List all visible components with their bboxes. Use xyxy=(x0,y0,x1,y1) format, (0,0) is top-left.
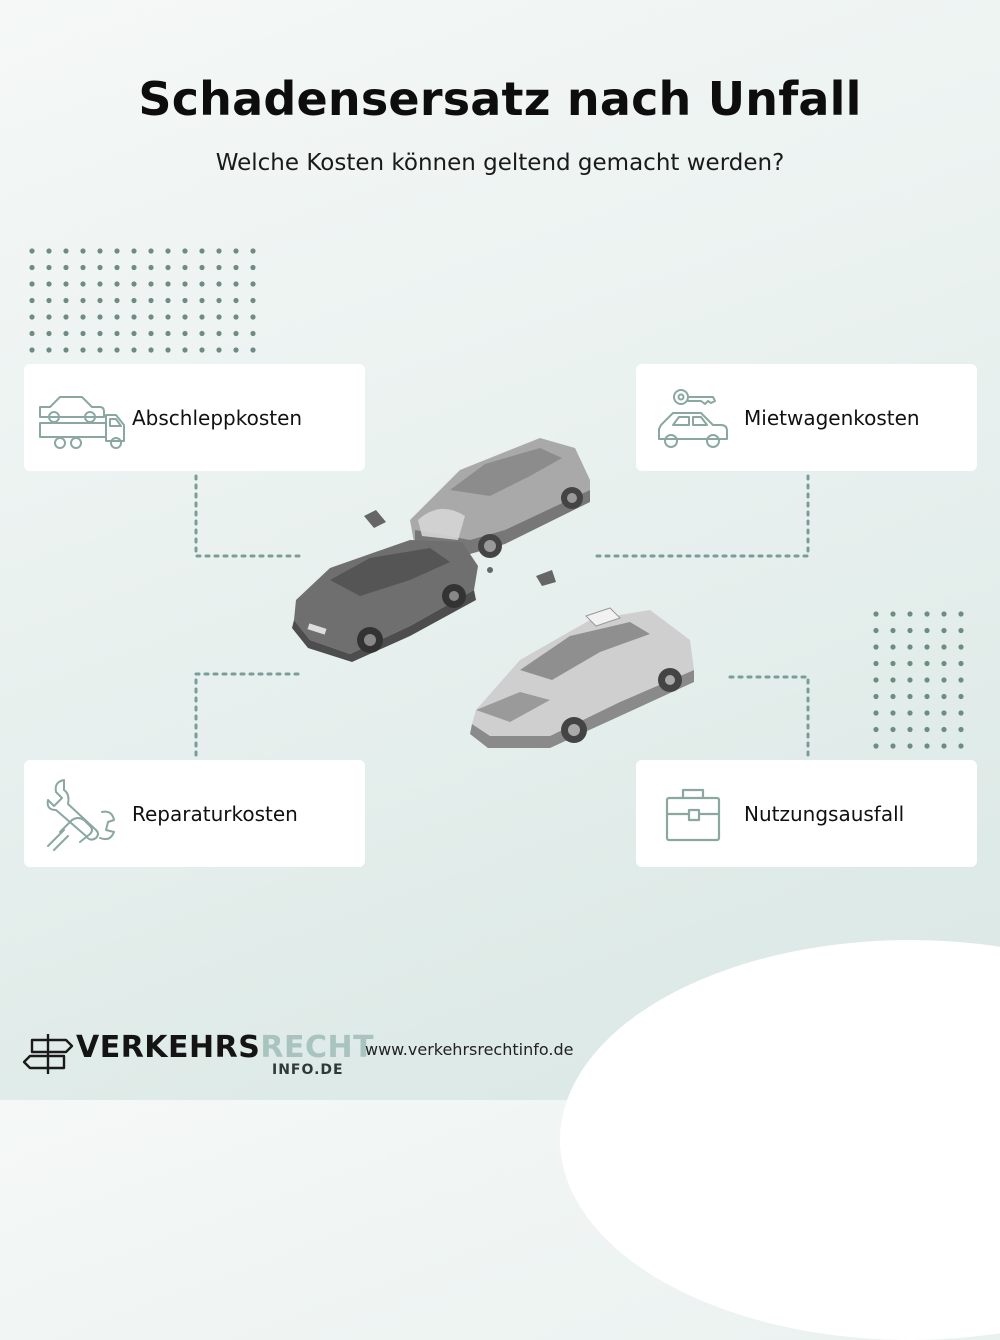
website-url[interactable]: www.verkehrsrechtinfo.de xyxy=(365,1040,574,1059)
car-accident-illustration xyxy=(290,430,710,760)
brand-wordmark xyxy=(76,1030,374,1066)
briefcase-icon xyxy=(646,778,742,850)
connector-bottom-right xyxy=(725,677,808,755)
debris xyxy=(536,570,556,586)
dark-car xyxy=(292,540,478,662)
connector-bottom-left xyxy=(196,674,300,755)
page-subtitle: Welche Kosten können geltend gemacht werden? xyxy=(215,150,785,176)
card-label: Mietwagenkosten xyxy=(744,405,920,430)
tow-truck-icon xyxy=(34,382,130,454)
card-reparaturkosten xyxy=(24,760,365,867)
police-car xyxy=(470,608,694,748)
brand-part2: RECHT xyxy=(260,1030,375,1065)
signpost-icon xyxy=(22,1030,74,1076)
page-title: Schadensersatz nach Unfall xyxy=(138,72,862,126)
card-label: Abschleppkosten xyxy=(132,405,303,430)
brand-part1: VERKEHRS xyxy=(76,1030,261,1065)
grey-car xyxy=(410,438,590,558)
card-label: Reparaturkosten xyxy=(132,801,298,826)
card-label: Nutzungsausfall xyxy=(744,801,905,826)
connector-top-left xyxy=(196,476,300,556)
card-nutzungsausfall xyxy=(636,760,977,867)
brand-subtext: INFO.DE xyxy=(272,1062,344,1078)
repair-wrench-hand-icon xyxy=(34,778,130,850)
debris xyxy=(364,510,386,528)
